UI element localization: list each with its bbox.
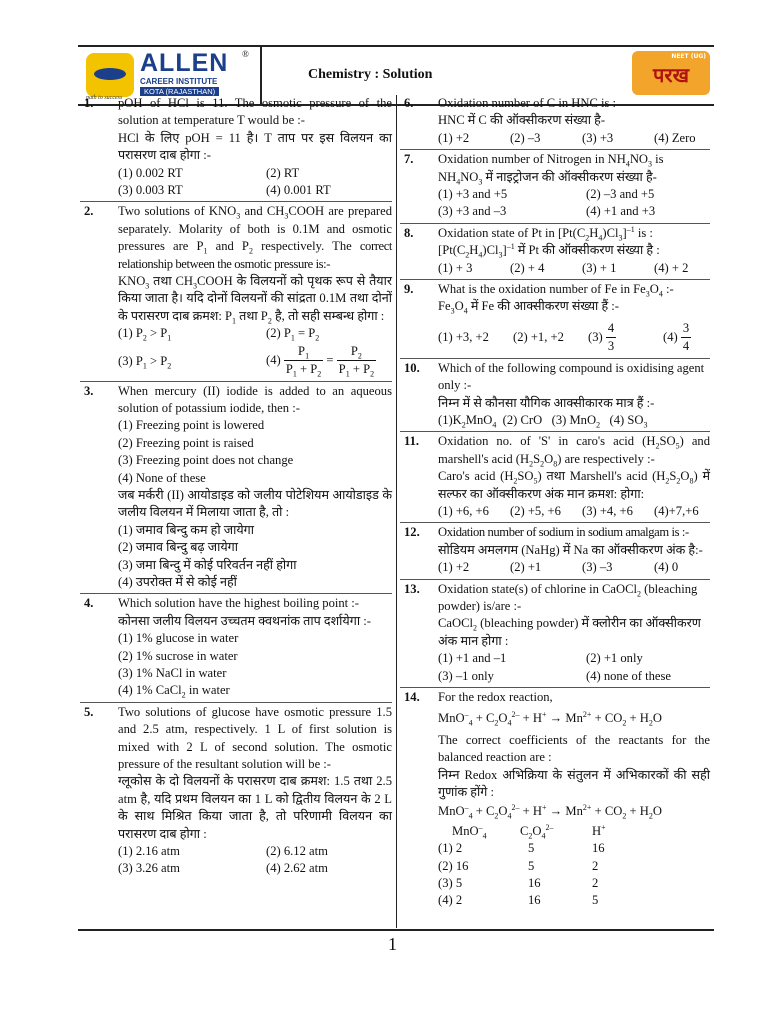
question-number: 6. [404,96,414,110]
question-text-hi: $KNO_3$ तथा $CH_3COOH$ के विलयनों को पृथक रूप से तैयार किया जाता है। यदि दोनों विलयनों की सांद्रता 0.1M तथा दोनों के परासरण दाब क्रमश: $P_1$ तथा $P_2$ है, तो सही सम्बन्ध होगा : [118,274,392,326]
question-text-en: Which solution have the highest boiling point :- [118,596,359,611]
question-14 [400,689,710,912]
question-text-en: For the redox reaction, [438,690,553,704]
question-number: 4. [84,596,94,611]
question-5 [80,704,392,880]
question-text-en: Oxidation state(s) of chlorine in CaOCl$_2$ (bleaching powder) is/are :- [438,581,698,613]
option-4: (4) 2.62 atm [266,861,328,876]
question-text-hi: कोनसा जलीय विलयन उच्चतम क्वथनांक ताप दर्शायेगा :- [118,613,371,628]
question-text-en: pOH of HCl is 11. The osmotic pressure of the solution at temperature T would be :- [118,96,392,128]
question-9 [400,281,710,359]
option-1: (1) + 3 [438,260,473,275]
table-row-4-b: 16 [528,893,541,908]
option-3: (3) +3 and –3 [438,204,507,219]
question-number: 7. [404,152,414,167]
question-number: 12. [404,525,420,540]
options [438,260,710,277]
badge-text: परख [653,63,689,87]
allen-logo [84,49,256,101]
table-row-4-c: 5 [592,893,599,908]
brand-institute: CAREER INSTITUTE [140,77,218,86]
question-text-en: Two solutions of glucose have osmotic pressure 1.5 and 2.5 atm, respectively. 1 L of first solution is mixed with 2 L of second solution. The osmotic pressure of the resultant solution will be :- [118,704,392,772]
option-3: (3) –3 [582,560,613,575]
option-3: (3) +3 [582,130,614,145]
question-4 [80,595,392,702]
option-4-en: (4) None of these [118,470,206,485]
question-number: 9. [404,282,414,297]
table-row-2-a: (2) 16 [438,858,469,873]
options [438,503,710,520]
table-row-3-a: (3) 5 [438,876,463,891]
question-8 [400,225,710,280]
question-text-hi: जब मर्करी (II) आयोडाइड को जलीय पोटेशियम आयोडाइड के जलीय विलयन में मिलाया जाता है, तो : [118,487,392,520]
option-3: (3) 3.26 atm [118,861,180,876]
option-3: (3) $\frac{4}{3}$ [588,320,615,354]
option-1: (1) +6, +6 [438,503,489,518]
right-column [400,95,710,913]
options [438,130,710,147]
option-2: (2) +1 [510,560,542,575]
option-4: (4) $\frac{3}{4}$ [663,320,690,354]
question-number: 1. [84,96,94,110]
table-row-2-b: 5 [528,858,535,873]
coefficient-table [438,823,710,910]
option-4: (4) $\frac{P_1}{P_1 + P_2}$ = $\frac{P_2}{P_1 + P_2}$ [266,343,375,379]
question-text-hi: सोडियम अमलगम (NaHg) में Na का ऑक्सीकरण अंक है:- [438,542,703,557]
options [438,559,710,576]
option-2: (2) +1, +2 [513,329,564,344]
question-3 [80,383,392,595]
question-6 [400,95,710,150]
option-1: (1) 0.002 RT [118,165,183,180]
question-text-en: Oxidation no. of 'S' in caro's acid $(H_2SO_5)$ and marshell's acid $(H_2S_2O_8)$ are respectively :- [438,434,710,469]
question-10 [400,360,710,433]
option-1: (1) 1% glucose in water [118,631,239,646]
question-number: 11. [404,434,420,449]
table-row-1-a: (1) 2 [438,841,463,856]
option-3: (3) $P_1 > P_2$ [118,353,172,371]
question-2 [80,203,392,381]
question-number: 13. [404,581,420,596]
options [438,186,710,221]
question-text-en: Which of the following compound is oxidising agent only :- [438,360,705,393]
col-header-mno4: MnO–$_4$ [452,822,487,841]
question-text-en: What is the oxidation number of Fe in $Fe_3O_4$ :- [438,282,674,299]
option-3-hi: (3) जमा बिन्दु में कोई परिवर्तन नहीं होगा [118,557,297,572]
logo-emblem-icon [86,53,134,97]
option-3: (3) + 1 [582,260,617,275]
question-text-hi: HNC में C की ऑक्सीकरण संख्या है- [438,113,606,128]
left-column [80,95,392,881]
question-text-hi: HCl के लिए pOH = 11 है। T ताप पर इस विलयन का परासरण दाब होगा :- [118,130,392,163]
option-3-en: (3) Freezing point does not change [118,453,294,468]
question-text-en: Oxidation number of sodium in sodium amalgam is :- [438,525,689,540]
table-row-3-b: 16 [528,876,541,891]
option-4-hi: (4) उपरोक्त में से कोई नहीं [118,574,237,589]
option-4: (4) 0 [654,560,679,575]
option-3: (3) –1 only [438,668,494,683]
question-number: 3. [84,383,94,398]
question-text-en: When mercury (II) iodide is added to an aqueous solution of potassium iodide, then :- [118,383,392,415]
options [118,165,392,200]
table-row-1-b: 5 [528,841,535,856]
question-text-en: Oxidation number of Nitrogen in $NH_4NO_3$ is [438,152,664,169]
option-4: (4) 1% CaCl$_2$ in water [118,683,230,700]
option-1: (1) 2.16 atm [118,844,180,859]
question-number: 5. [84,704,94,719]
options [438,650,710,685]
reaction-equation-2: $MnO^-_4 + C_2O_4^{2-} + H^+ \to Mn^{2+} + CO_2 + H_2O$ [438,803,662,821]
brand-location: KOTA (RAJASTHAN) [140,87,219,96]
question-text-en-2: The correct coefficients of the reactants for the balanced reaction are : [438,732,710,765]
question-number: 14. [404,690,420,704]
question-text-hi: CaOCl$_2$ (bleaching powder) में क्लोरीन का ऑक्सीकरण अंक मान होगा : [438,616,701,648]
question-number: 2. [84,204,94,219]
badge-small-text: NEET (UG) [671,53,706,60]
option-1-hi: (1) जमाव बिन्दु कम हो जायेगा [118,522,255,537]
question-text-hi: ग्लूकोस के दो विलयनों के परासरण दाब क्रमश: 1.5 तथा 2.5 atm है, यदि प्रथम विलयन का 1 L को द्वितीय विलयन के 2 L के साथ मिश्रित किया जाता है, तो परिणामी विलयन का परासरण दाब होगा : [118,774,392,841]
option-4: (4) Zero [654,130,696,145]
question-text-hi: निम्न में से कौनसा यौगिक आक्सीकारक मात्र हैं :- [438,395,655,410]
question-text-hi: निम्न Redox अभिक्रिया के संतुलन में अभिकारकों की सही गुणांक होंगे : [438,767,710,800]
options [118,843,392,878]
question-12 [400,524,710,579]
col-header-h: H+ [592,822,606,838]
option-2-en: (2) Freezing point is raised [118,435,254,450]
option-4: (4) +1 and +3 [586,204,656,219]
question-number: 8. [404,225,414,240]
question-text-en: Oxidation number of C in HNC is : [438,96,617,110]
option-1: (1) +3, +2 [438,329,489,344]
option-2: (2) –3 and +5 [586,187,655,202]
option-3: (3) +4, +6 [582,503,633,518]
question-text-hi: $NH_4NO_3$ में नाइट्रोजन की ऑक्सीकरण संख्या है- [438,169,657,187]
option-4: (4) none of these [586,668,671,683]
option-1: (1) +3 and +5 [438,187,508,202]
question-11 [400,433,710,523]
parakh-badge [632,51,710,95]
option-1-en: (1) Freezing point is lowered [118,418,265,433]
option-1: (1) +2 [438,560,470,575]
option-2: (2) 6.12 atm [266,844,328,859]
bottom-rule [78,929,714,931]
page-title: Chemistry : Solution [308,67,433,82]
table-row-4-a: (4) 2 [438,893,463,908]
option-2: (2) + 4 [510,260,545,275]
option-4: (4)+7,+6 [654,503,699,518]
column-divider [396,95,397,928]
option-3: (3) 0.003 RT [118,183,183,198]
question-1 [80,95,392,202]
table-row-2-c: 2 [592,858,599,873]
brand-tagline: path to success [86,95,123,101]
options [118,325,392,378]
page-number: 1 [388,934,397,954]
table-row-3-c: 2 [592,876,599,891]
option-2: (2) +1 only [586,651,643,666]
option-2: (2) –3 [510,130,541,145]
option-2-hi: (2) जमाव बिन्दु बढ़ जायेगा [118,540,238,555]
option-1: (1) +2 [438,130,470,145]
question-text-en: Oxidation state of Pt in $[Pt(C_2H_4)Cl_3]^{-1}$ is : [438,224,653,243]
col-header-c2o4: $C_2O_4^{2-}$ [520,822,554,841]
question-text-hi: Caro's acid $(H_2SO_5)$ तथा Marshell's acid $(H_2S_2O_8)$ में सल्फर का ऑक्सीकरण अंक मान क्रमश: होगा: [438,469,711,501]
registered-mark: ® [242,49,249,59]
question-text-en: Two solutions of $KNO_3$ and $CH_3COOH$ are prepared separately. Molarity of both is 0.1M and osmotic pressures are $P_1$ and $P_2$ respectively. The correct relationship between the osmotic pressure is:- [118,204,393,271]
options [438,320,710,356]
options: $(1)K_2MnO_4$ (2) CrO (3) MnO$_2$ (4) $SO_3$ [438,412,648,430]
table-row-1-c: 16 [592,841,605,856]
brand-name: ALLEN [140,49,229,77]
option-4: (4) 0.001 RT [266,183,331,198]
option-2: (2) $P_1 = P_2$ [266,326,320,343]
question-7 [400,151,710,224]
option-1: (1) $P_2 > P_1$ [118,326,172,343]
question-text-hi: $Fe_3O_4$ में Fe की आक्सीकरण संख्या हैं :- [438,299,619,316]
question-number: 10. [404,360,420,375]
question-text-hi: $[Pt(C_2H_4)Cl_3]^{-1}$ में Pt की ऑक्सीकरण संख्या है : [438,242,660,260]
option-3: (3) 1% NaCl in water [118,666,227,680]
option-1: (1) +1 and –1 [438,651,507,666]
option-2: (2) RT [266,165,300,180]
option-4: (4) + 2 [654,260,689,275]
question-13 [400,581,710,688]
reaction-equation: $MnO^-_4 + C_2O_4^{2-} + H^+ \to Mn^{2+} + CO_2 + H_2O$ [438,710,662,728]
option-2: (2) 1% sucrose in water [118,648,238,663]
option-2: (2) +5, +6 [510,503,561,518]
